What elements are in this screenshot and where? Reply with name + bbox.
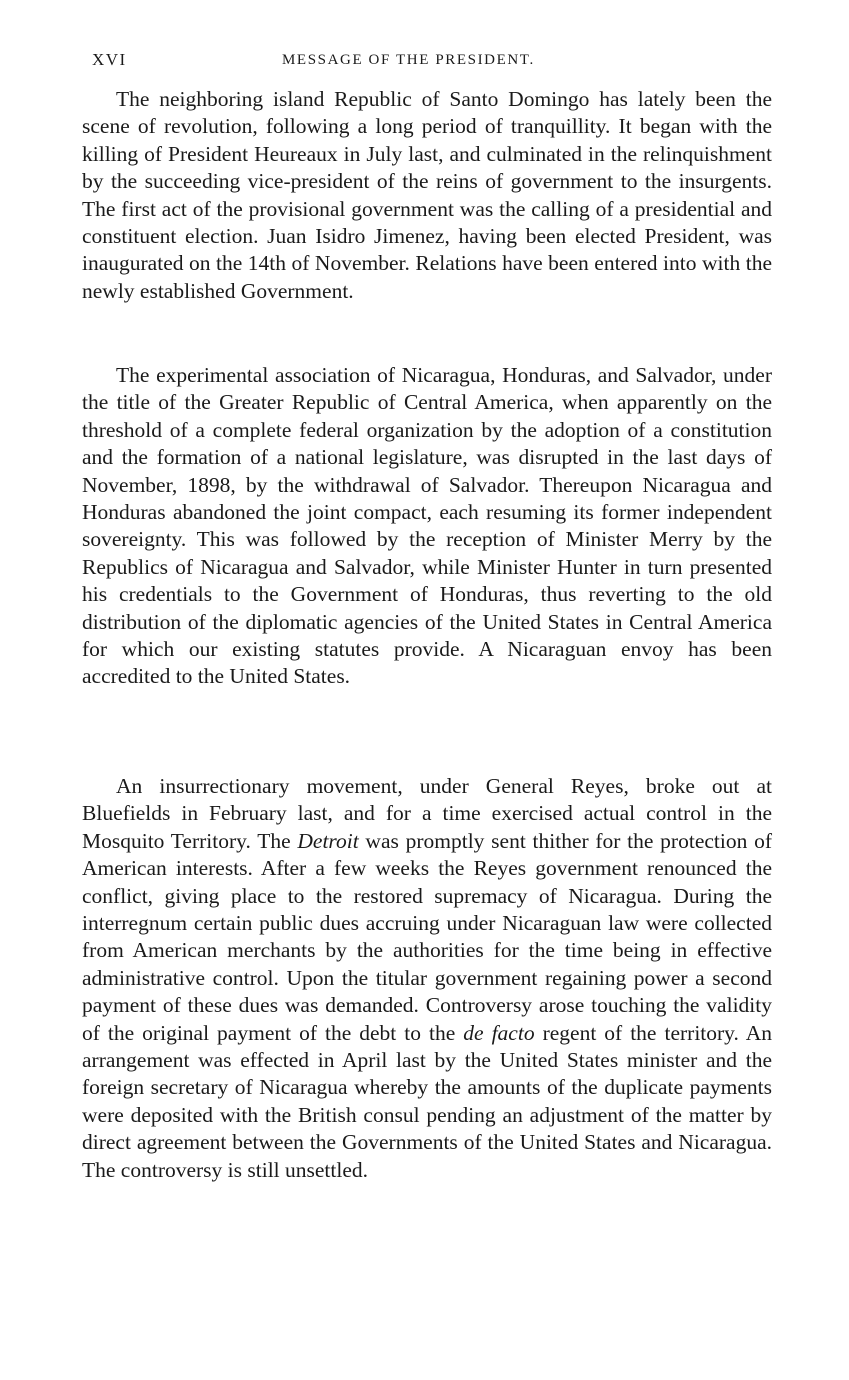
paragraph-bluefields xyxy=(82,773,772,1184)
ship-name-italic: Detroit xyxy=(297,828,359,853)
running-head: MESSAGE OF THE PRESIDENT. xyxy=(282,52,535,68)
paragraph-text-segment: An insurrectionary movement, under General Reyes, broke out at Bluefields in February last, and for a time exercised actual control in the Mosquito Territory. The xyxy=(82,774,772,853)
paragraph-santo-domingo: The neighboring island Republic of Santo Domingo has lately been the scene of revolution, following a long period of tranquillity. It began with the killing of President Heureaux in July last, and culminated in the relinquishment by the succeeding vice-president of the reins of government to the insurgents. The first act of the provisional government was the calling of a presidential and constituent election. Juan Isidro Jimenez, having been elected President, was inaugurated on the 14th of November. Relations have been entered into with the newly established Government. xyxy=(82,87,772,303)
paragraph-central-america: The experimental association of Nicaragua, Honduras, and Salvador, under the title of the Greater Republic of Central America, when apparently on the threshold of a complete federal organization by the adoption of a constitution and the formation of a national legislature, was disrupted in the last days of November, 1898, by the withdrawal of Salvador. Thereupon Nicaragua and Honduras abandoned the joint compact, each resuming its former independent sovereignty. This was followed by the reception of Minister Merry by the Republics of Nicaragua and Salvador, while Minister Hunter in turn presented his credentials to the Government of Honduras, thus reverting to the old distribution of the diplomatic agencies of the United States in Central America for which our existing statutes provide. A Nicaraguan envoy has been accredited to the United States. xyxy=(82,363,772,689)
latin-phrase-italic: de facto xyxy=(463,1020,535,1045)
page-number: XVI xyxy=(92,50,127,69)
paragraph-text-segment: was promptly sent thither for the protection of American interests. After a few weeks the Reyes government renounced the conflict, giving place to the restored supremacy of Nicaragua. During the interregnum certain public dues accruing under Nicaraguan law were collected from American merchants by the authorities for the time being in effective administrative control. Upon the titular government regaining power a second payment of these dues was demanded. Controversy arose touching the validity of the original payment of the debt to the xyxy=(82,828,772,1045)
page-header xyxy=(92,50,775,76)
paragraph-text-segment: regent of the territory. An arrangement was effected in April last by the United States minister and the foreign secretary of Nicaragua whereby the amounts of the duplicate payments were deposited with the British consul pending an adjustment of the matter by direct agreement between the Governments of the United States and Nicaragua. The controversy is still unsettled. xyxy=(82,1020,772,1182)
